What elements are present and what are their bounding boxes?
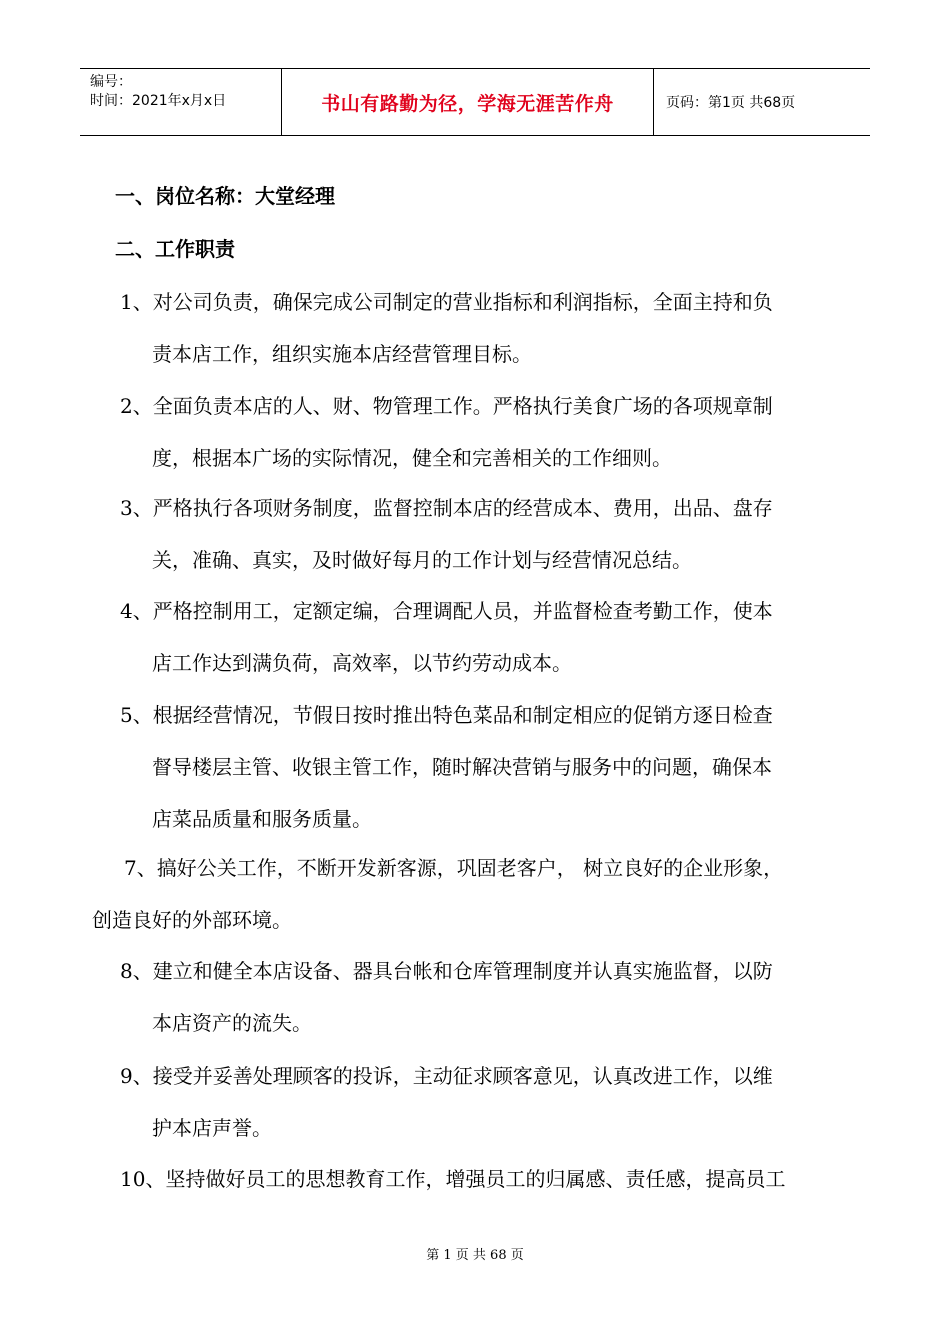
header-page-info-cell	[654, 69, 870, 135]
header-motto-cell	[282, 69, 654, 135]
duty-line: 5、根据经营情况，节假日按时推出特色菜品和制定相应的促销方逐日检查	[120, 703, 773, 727]
duty-item-10	[120, 1153, 785, 1205]
section-heading-duties: 二、工作职责	[115, 237, 235, 261]
page-footer: 第 1 页 共 68 页	[426, 1248, 524, 1263]
page-header	[80, 68, 870, 136]
duty-item-7	[92, 842, 783, 946]
duty-line: 督导楼层主管、收银主管工作，随时解决营销与服务中的问题，确保本	[152, 755, 772, 779]
header-meta	[80, 69, 282, 135]
duty-item-4	[120, 585, 773, 689]
document-number-label: 编号：	[90, 74, 132, 90]
duty-line: 10、坚持做好员工的思想教育工作，增强员工的归属感、责任感，提高员工	[120, 1167, 786, 1191]
duty-line: 护本店声誉。	[152, 1116, 272, 1140]
duty-item-8	[120, 945, 773, 1049]
duty-line: 9、接受并妥善处理顾客的投诉，主动征求顾客意见，认真改进工作，以维	[120, 1064, 773, 1088]
duty-line: 3、严格执行各项财务制度，监督控制本店的经营成本、费用，出品、盘存	[120, 496, 773, 520]
header-motto: 书山有路勤为径，学海无涯苦作舟	[321, 92, 614, 115]
duty-item-9	[120, 1050, 773, 1154]
duty-line: 本店资产的流失。	[152, 1011, 312, 1035]
duty-item-1	[120, 276, 773, 380]
duty-line: 2、全面负责本店的人、财、物管理工作。严格执行美食广场的各项规章制	[120, 394, 773, 418]
duty-line: 度，根据本广场的实际情况，健全和完善相关的工作细则。	[152, 446, 672, 470]
duty-line: 关，准确、真实，及时做好每月的工作计划与经营情况总结。	[152, 548, 692, 572]
section-heading-position: 一、岗位名称：大堂经理	[115, 184, 335, 208]
duty-item-3	[120, 482, 773, 586]
duty-line: 4、严格控制用工，定额定编，合理调配人员，并监督检查考勤工作，使本	[120, 599, 773, 623]
duty-line: 责本店工作，组织实施本店经营管理目标。	[152, 342, 532, 366]
duty-line: 创造良好的外部环境。	[92, 908, 292, 932]
duty-line: 店菜品质量和服务质量。	[152, 807, 372, 831]
document-time-label: 时间：2021年x月x日	[90, 93, 227, 109]
duty-line: 7、搞好公关工作，不断开发新客源，巩固老客户， 树立良好的企业形象，	[124, 856, 784, 880]
duty-item-2	[120, 380, 773, 484]
duty-line: 1、对公司负责，确保完成公司制定的营业指标和利润指标，全面主持和负	[120, 290, 773, 314]
header-page-info: 页码：第1页 共68页	[666, 95, 796, 111]
duty-line: 8、建立和健全本店设备、器具台帐和仓库管理制度并认真实施监督，以防	[120, 959, 773, 983]
duty-line: 店工作达到满负荷，高效率，以节约劳动成本。	[152, 651, 572, 675]
duty-item-5	[120, 689, 773, 845]
